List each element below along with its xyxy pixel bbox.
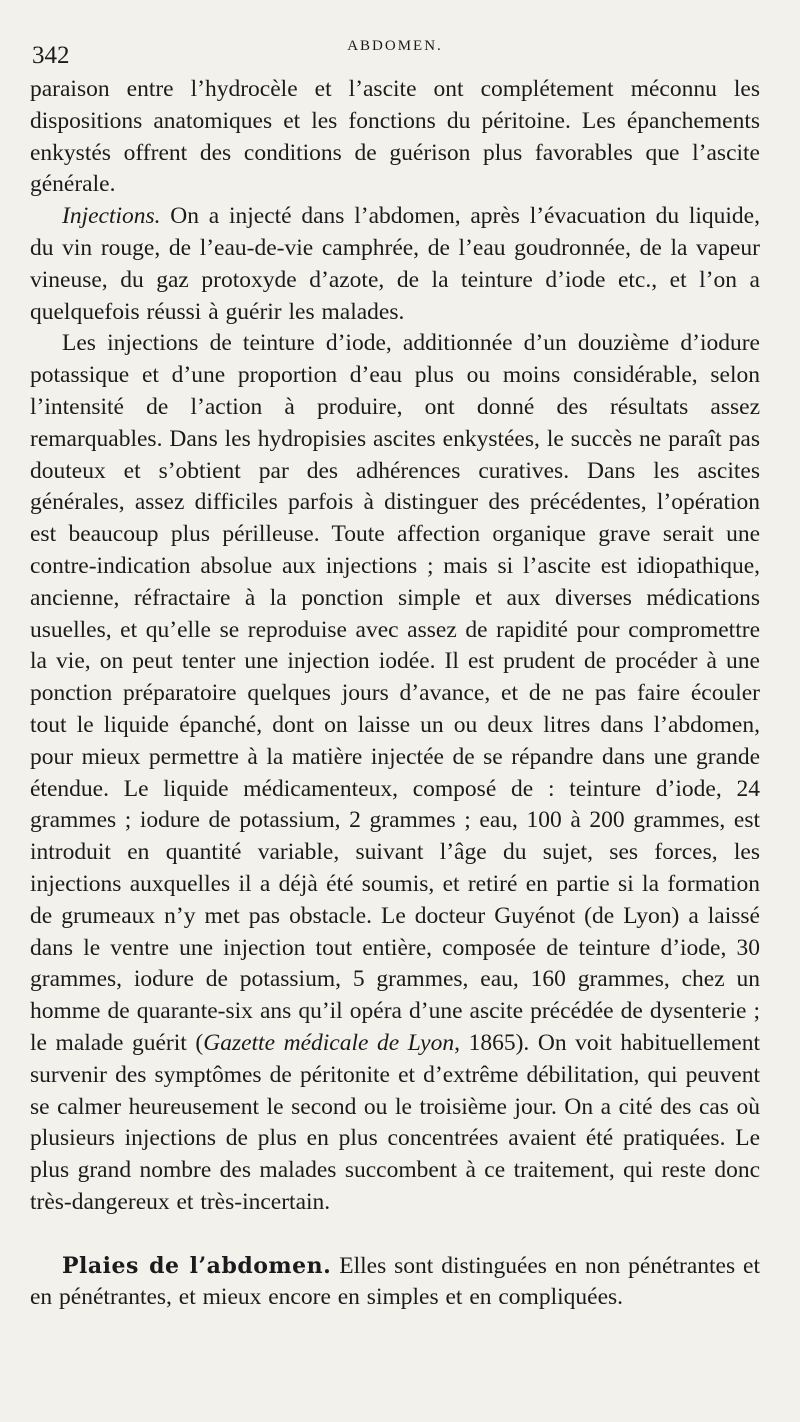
page-number: 342 (32, 42, 70, 69)
paragraph-injections (30, 201, 760, 328)
paragraph-plaies (30, 1251, 760, 1315)
paragraph-iodine-injections (30, 328, 760, 1218)
paragraph-lead-injections: Injections. (62, 203, 161, 230)
paragraph-text: Les injections de teinture d’iode, additionnée d’un douzième d’iodure potassique et d’une proportion d’eau plus ou moins considérable, selon l’intensité de l’action à produire, ont donné des résultats assez remarquables. Dans les hydropisies ascites enkystées, le succès ne paraît pas douteux et s’obtient par des adhérences curatives. Dans les ascites générales, assez difficiles parfois à distinguer des précédentes, l’opération est beaucoup plus périlleuse. Toute affection organique grave serait une contre-indication absolue aux injections ; mais si l’ascite est idiopathique, ancienne, réfractaire à la ponction simple et aux diverses médications usuelles, et qu’elle se reproduise avec assez de rapidité pour compromettre la vie, on peut tenter une injection iodée. Il est prudent de procéder à une ponction préparatoire quelques jours d’avance, et de ne pas faire écouler tout le liquide épanché, dont on laisse un ou deux litres dans l’abdomen, pour mieux permettre à la matière injectée de se répandre dans une grande étendue. Le liquide médicamenteux, composé de : teinture d’iode, 24 grammes ; iodure de potassium, 2 grammes ; eau, 100 à 200 grammes, est introduit en quantité variable, suivant l’âge du sujet, ses forces, les injections auxquelles il a déjà été soumis, et retiré en partie si la formation de grumeaux n’y met pas obstacle. Le docteur Guyénot (de Lyon) a laissé dans le ventre une injection tout entière, composée de teinture d’iode, 30 grammes, iodure de potassium, 5 grammes, eau, 160 grammes, chez un homme de quarante-six ans qu’il opéra d’une ascite précédée de dysenterie ; le malade guérit ( (30, 330, 760, 1056)
paragraph-text: paraison entre l’hydrocèle et l’ascite ont complétement méconnu les dispositions anatomiques et les fonctions du péritoine. Les épanchements enkystés offrent des conditions de guérison plus favorables que l’ascite générale. (30, 76, 760, 198)
citation-journal: Gazette médicale de Lyon (203, 1029, 455, 1056)
paragraph-text: On a injecté dans l’abdomen, après l’évacuation du liquide, du vin rouge, de l’eau-de-vie camphrée, de l’eau goudronnée, de la vapeur vineuse, du gaz protoxyde d’azote, de la teinture d’iode etc., et l’on a quelquefois réussi à guérir les malades. (30, 203, 760, 325)
paragraph-text-tail: , 1865). On voit habituellement survenir des symptômes de péritonite et d’extrême débilitation, qui peuvent se calmer heureusement le second ou le troisième jour. On a cité des cas où plusieurs injections de plus en plus concentrées avaient été pratiquées. Le plus grand nombre des malades succombent à ce traitement, qui reste donc très-dangereux et très-incertain. (30, 1029, 760, 1215)
paragraph-continuation (30, 74, 760, 201)
page-header (30, 30, 760, 74)
paragraph-text: Elles sont distinguées en non pénétrantes et en pénétrantes, et mieux encore en simples et en compliquées. (30, 1252, 760, 1311)
running-title: ABDOMEN. (347, 38, 443, 54)
section-heading: Plaies de l’abdomen. (62, 1252, 332, 1279)
body-text (30, 74, 760, 1314)
